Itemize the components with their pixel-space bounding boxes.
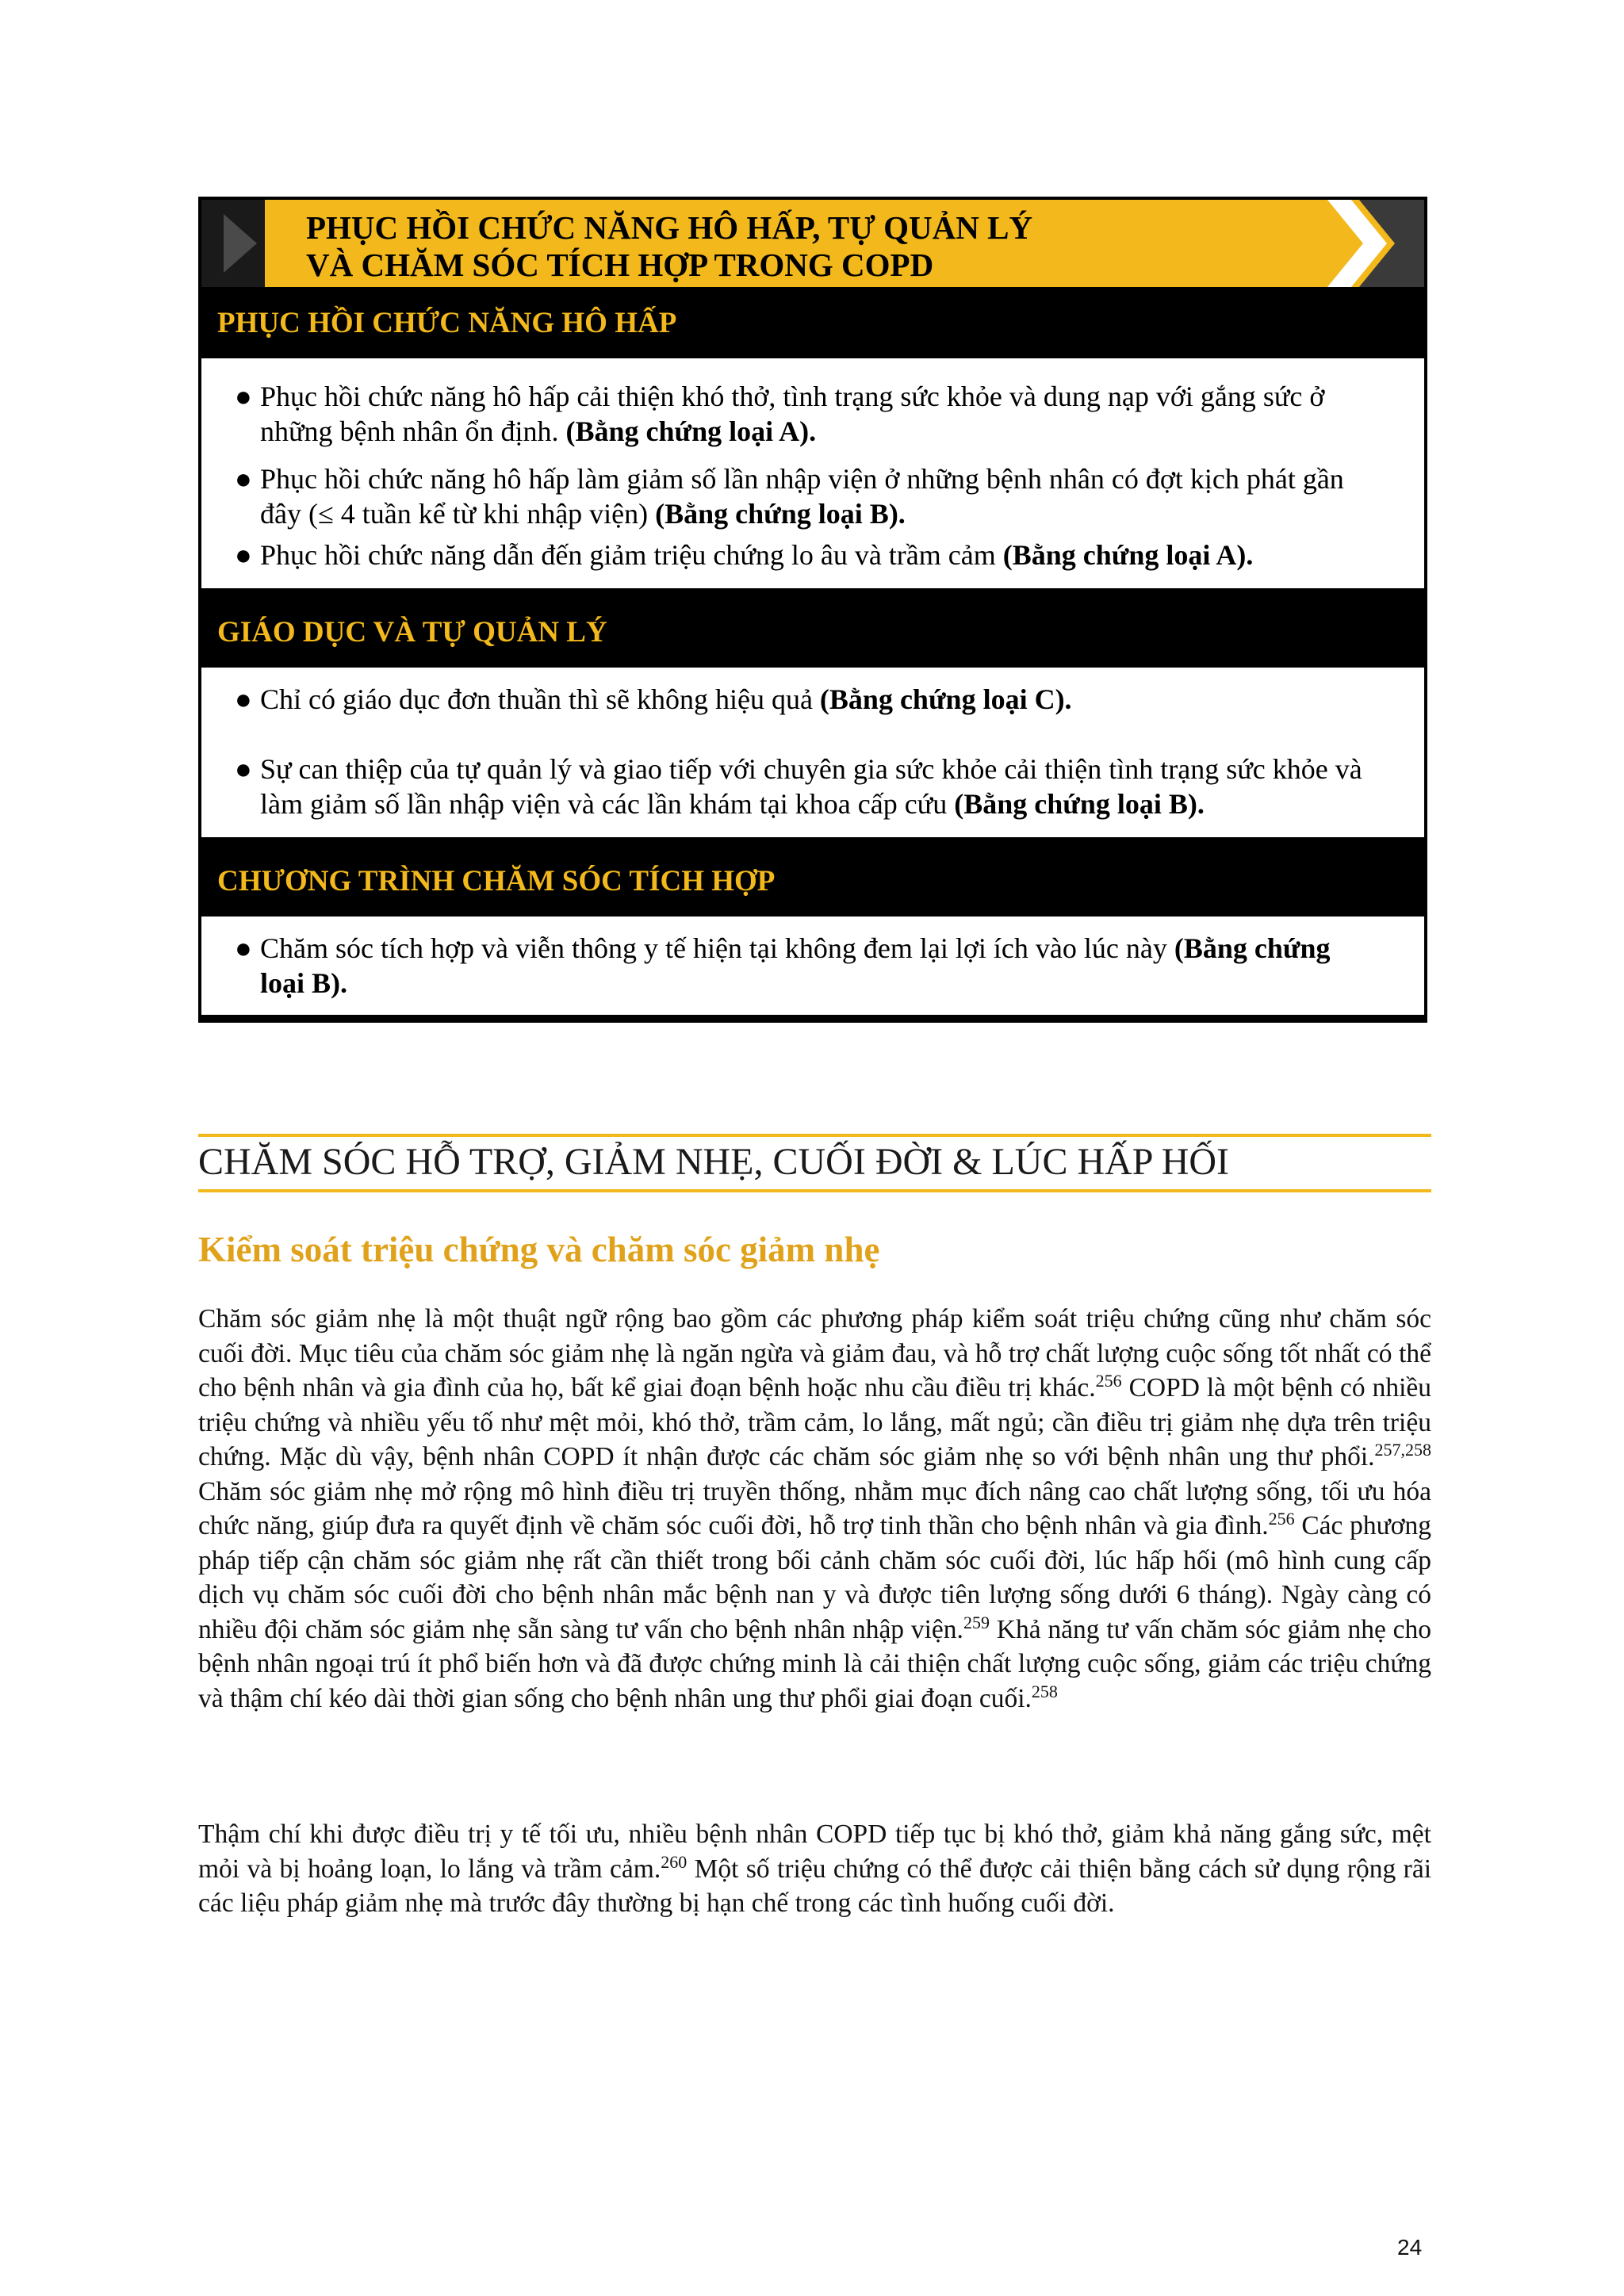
bullet-icon: ● (235, 683, 252, 715)
box-title (306, 209, 1289, 284)
reference: 256 (1268, 1508, 1295, 1529)
header-right-arrow (1327, 200, 1424, 287)
list-item: ● Chỉ có giáo dục đơn thuần thì sẽ không hiệu quả (Bằng chứng loại C). (235, 683, 1072, 715)
list-item: ● Chăm sóc tích hợp và viễn thông y tế hiện tại không đem lại lợi ích vào lúc này (Bằng chứng loại B). (235, 932, 1331, 999)
bullet-icon: ● (235, 463, 252, 495)
bullet-icon: ● (235, 539, 252, 571)
chevron-right-icon (201, 200, 265, 287)
body-paragraph-2: Thậm chí khi được điều trị y tế tối ưu, nhiều bệnh nhân COPD tiếp tục bị khó thở, giảm khả năng gắng sức, mệt mỏi và bị hoảng loạn, lo lắng và trầm cảm.$^{260}$ Một số triệu chứng có thể được cải thiện bằng cách sử dụng rộng rãi các liệu pháp giảm nhẹ mà trước đây thường bị hạn chế trong các tình huống cuối đời. (198, 1820, 1431, 1918)
page-number: 24 (1397, 2235, 1423, 2260)
section-rule-bottom (198, 1189, 1431, 1192)
key-points-box (198, 197, 1427, 1023)
bullet-icon: ● (235, 381, 252, 412)
box-title-line2: VÀ CHĂM SÓC TÍCH HỢP TRONG COPD (306, 247, 934, 283)
section-rule-top (198, 1134, 1431, 1137)
section-body-rehabilitation (201, 358, 1424, 588)
list-item: ● Sự can thiệp của tự quản lý và giao tiếp với chuyên gia sức khỏe cải thiện tình trạng sức khỏe và làm giảm số lần nhập viện và các lần khám tại khoa cấp cứu (Bằng chứng loại B). (235, 753, 1362, 820)
section-body-integrated-care (201, 916, 1424, 1015)
section-heading-integrated-care: CHƯƠNG TRÌNH CHĂM SÓC TÍCH HỢP (201, 845, 1424, 916)
section-body-education (201, 668, 1424, 837)
header-left-arrow (201, 200, 265, 287)
box-header (201, 200, 1424, 287)
reference: 260 (661, 1851, 688, 1872)
section-heading-rehabilitation: PHỤC HỒI CHỨC NĂNG HÔ HẤP (201, 287, 1424, 358)
bullet-icon: ● (235, 753, 252, 785)
list-item: ● Phục hồi chức năng dẫn đến giảm triệu chứng lo âu và trầm cảm (Bằng chứng loại A). (235, 539, 1254, 571)
reference: 256 (1095, 1370, 1122, 1391)
reference: 257,258 (1374, 1439, 1431, 1460)
section-title: CHĂM SÓC HỖ TRỢ, GIẢM NHẸ, CUỐI ĐỜI & LÚC HẤP HỐI (198, 1141, 1230, 1183)
reference: 259 (963, 1612, 990, 1632)
section-heading-education: GIÁO DỤC VÀ TỰ QUẢN LÝ (201, 596, 1424, 668)
body-paragraph-1: Chăm sóc giảm nhẹ là một thuật ngữ rộng bao gồm các phương pháp kiểm soát triệu chứng cũng như chăm sóc cuối đời. Mục tiêu của chăm sóc giảm nhẹ là ngăn ngừa và giảm đau, và hỗ trợ chất lượng cuộc sống tốt nhất có thể cho bệnh nhân và gia đình của họ, bất kể giai đoạn bệnh hoặc nhu cầu điều trị khác.$^{256}$ COPD là một bệnh có nhiều triệu chứng và nhiều yếu tố như mệt mỏi, khó thở, trầm cảm, lo lắng, mất ngủ; cần điều trị giảm nhẹ dựa trên triệu chứng. Mặc dù vậy, bệnh nhân COPD ít nhận được các chăm sóc giảm nhẹ so với bệnh nhân ung thư phổi.$^{257,258}$ Chăm sóc giảm nhẹ mở rộng mô hình điều trị truyền thống, nhằm mục đích nâng cao chất lượng sống, tối ưu hóa chức năng, giúp đưa ra quyết định về chăm sóc cuối đời, hỗ trợ tinh thần cho bệnh nhân và gia đình.$^{256}$ Các phương pháp tiếp cận chăm sóc giảm nhẹ rất cần thiết trong bối cảnh chăm sóc cuối đời, lúc hấp hối (mô hình cung cấp dịch vụ chăm sóc cuối đời cho bệnh nhân mắc bệnh nan y và được tiên lượng sống dưới 6 tháng). Ngày càng có nhiều đội chăm sóc giảm nhẹ sẵn sàng tư vấn cho bệnh nhân nhập viện.$^{259}$ Khả năng tư vấn chăm sóc giảm nhẹ cho bệnh nhân ngoại trú ít phổ biến hơn và đã được chứng minh là cải thiện chất lượng cuộc sống, giảm các triệu chứng và thậm chí kéo dài thời gian sống cho bệnh nhân ung thư phổi giai đoạn cuối.$^{258}$ (198, 1304, 1431, 1713)
subsection-title: Kiểm soát triệu chứng và chăm sóc giảm nhẹ (198, 1230, 880, 1269)
double-chevron-icon (1327, 200, 1424, 287)
list-item: ● Phục hồi chức năng hô hấp cải thiện khó thở, tình trạng sức khỏe và dung nạp với gắng sức ở những bệnh nhân ổn định. (Bằng chứng loại A). (235, 381, 1325, 447)
reference: 258 (1031, 1681, 1058, 1701)
box-title-line1: PHỤC HỒI CHỨC NĂNG HÔ HẤP, TỰ QUẢN LÝ (306, 209, 1033, 246)
list-item: ● Phục hồi chức năng hô hấp làm giảm số lần nhập viện ở những bệnh nhân có đợt kịch phát gần đây (≤ 4 tuần kể từ khi nhập viện) (Bằng chứng loại B). (235, 463, 1344, 530)
bullet-icon: ● (235, 932, 252, 964)
